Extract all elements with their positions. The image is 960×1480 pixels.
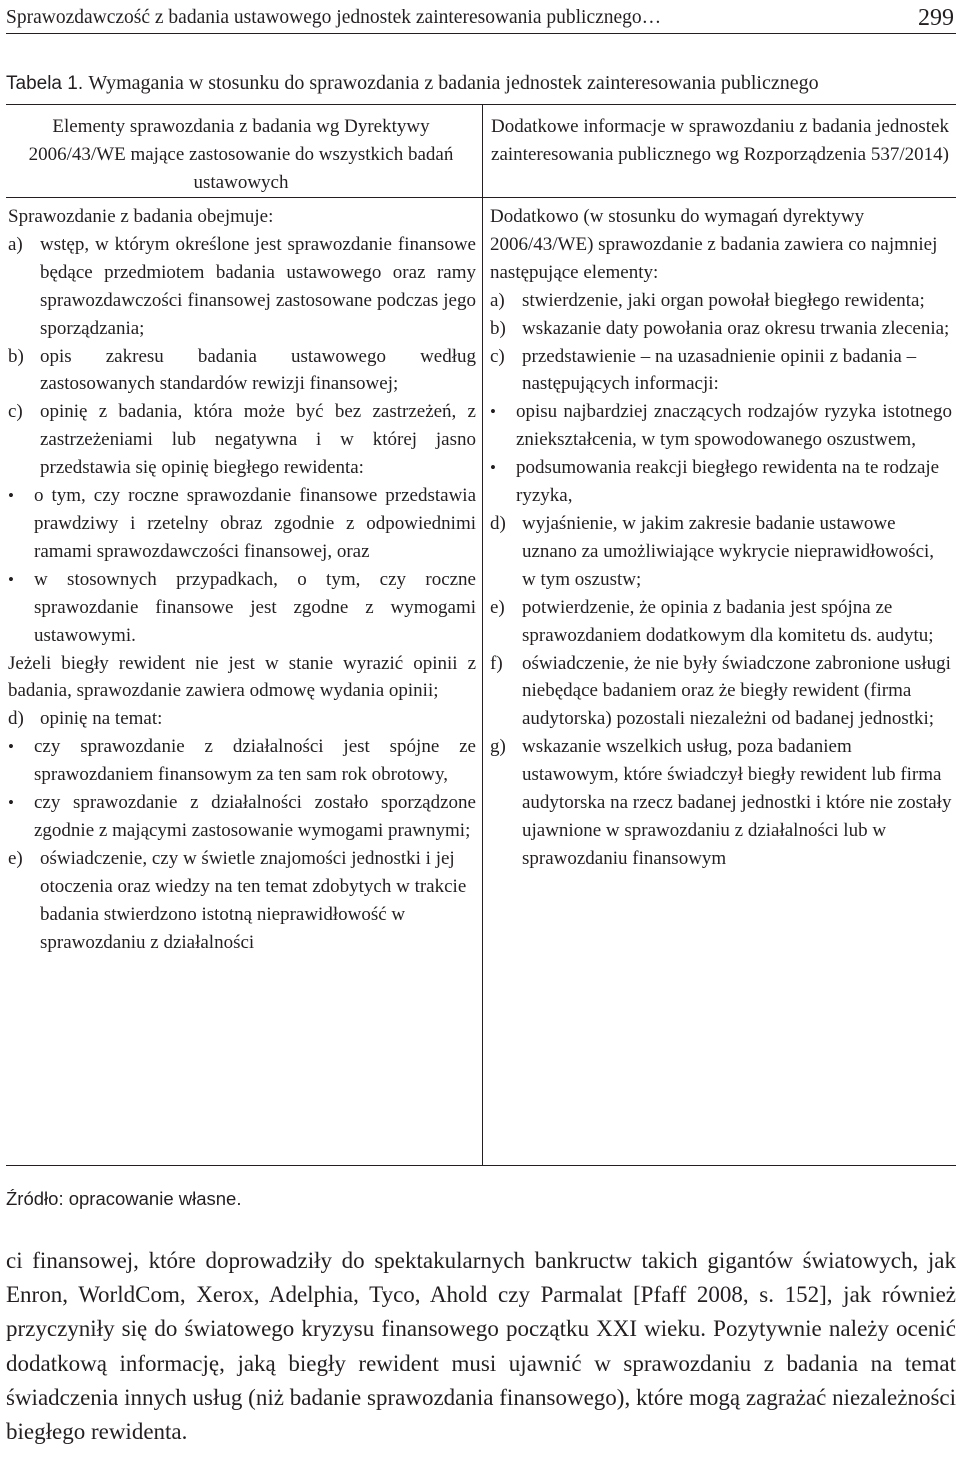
list-item (8, 343, 476, 399)
list-item (490, 315, 952, 343)
bullet-item (8, 482, 476, 566)
bullet-item (8, 789, 476, 845)
bullet-icon: • (490, 402, 496, 422)
list-item-text: stwierdzenie, jaki organ powołał biegłego rewidenta; (522, 289, 925, 311)
bullet-item (8, 566, 476, 650)
list-marker: b) (490, 317, 506, 339)
bullet-item (8, 733, 476, 789)
list-marker: b) (8, 345, 24, 367)
bullet-text: czy sprawozdanie z działalności zostało sporządzone zgodnie z mającymi zastosowanie wymogami prawnymi; (34, 792, 476, 841)
list-marker: c) (8, 401, 23, 423)
list-item-text: wskazanie wszelkich usług, poza badaniem ustawowym, które świadczył biegły rewident lub firma audytorska na rzecz badanej jednostki i które nie zostały ujawnione w sprawozdaniu z działalności lub w sprawozdaniu finansowym (522, 736, 952, 869)
list-marker: a) (490, 289, 505, 311)
table-caption-text: Wymagania w stosunku do sprawozdania z badania jednostek zainteresowania publicznego (88, 72, 819, 94)
list-item (490, 733, 952, 873)
bullet-text: w stosownych przypadkach, o tym, czy roczne sprawozdanie finansowe jest zgodne z wymogami ustawowymi. (34, 568, 476, 646)
list-marker: a) (8, 233, 23, 255)
bullet-text: opisu najbardziej znaczących rodzajów ryzyka istotnego zniekształcenia, w tym spowodowanego oszustwem, (516, 401, 952, 451)
list-marker: c) (490, 345, 505, 367)
page-number: 299 (918, 5, 954, 31)
table-column-separator (482, 105, 483, 1165)
bullet-text: podsumowania reakcji biegłego rewidenta na te rodzaje ryzyka, (516, 457, 940, 507)
list-item (490, 343, 952, 399)
list-item (490, 510, 952, 594)
list-item (8, 398, 476, 482)
list-marker: d) (490, 512, 506, 534)
list-item-text: oświadczenie, czy w świetle znajomości jednostki i jej otoczenia oraz wiedzy na ten temat zdobytych w trakcie badania stwierdzono istotną nieprawidłowość w sprawozdaniu z działalności (40, 847, 467, 953)
list-marker: e) (490, 596, 505, 618)
list-item (490, 287, 952, 315)
table-header-left: Elementy sprawozdania z badania wg Dyrektywy 2006/43/WE mające zastosowanie do wszystkich badań ustawowych (28, 116, 454, 193)
refusal-note: Jeżeli biegły rewident nie jest w stanie wyrazić opinii z badania, sprawozdanie zawiera odmowę wydania opinii; (8, 652, 476, 702)
table-caption (6, 70, 956, 97)
bullet-icon: • (8, 486, 14, 506)
list-item (490, 594, 952, 650)
list-item-text: wstęp, w którym określone jest sprawozdanie finansowe będące przedmiotem badania ustawowego oraz ramy sprawozdawczości finansowej zastosowane podczas jego sporządzania; (40, 233, 476, 339)
list-item (490, 650, 952, 734)
table-source-note: Źródło: opracowanie własne. (6, 1188, 242, 1209)
list-item-text: potwierdzenie, że opinia z badania jest spójna ze sprawozdaniem dodatkowym dla komitetu ds. audytu; (522, 596, 934, 646)
list-item-text: opis zakresu badania ustawowego według zastosowanych standardów rewizji finansowej; (40, 345, 476, 395)
right-intro: Dodatkowo (w stosunku do wymagań dyrektywy 2006/43/WE) sprawozdanie z badania zawiera co najmniej następujące elementy: (490, 206, 938, 283)
bullet-icon: • (8, 569, 14, 589)
bullet-icon: • (8, 737, 14, 757)
table-caption-label: Tabela 1. (6, 73, 84, 94)
table-cell-right (490, 203, 952, 873)
list-item-text: opinię z badania, która może być bez zastrzeżeń, z zastrzeżeniami lub negatywna i w której jasno przedstawia się opinię biegłego rewidenta: (40, 401, 476, 479)
bullet-icon: • (490, 458, 496, 478)
table-cell-left (8, 203, 476, 956)
list-item-text: oświadczenie, że nie były świadczone zabronione usługi niebędące badaniem oraz że biegły rewident (firma audytorska) pozostali niezależni od badanej jednostki; (522, 652, 951, 730)
body-paragraph: ci finansowej, które doprowadziły do spektakularnych bankructw takich gigantów światowych, jak Enron, WorldCom, Xerox, Adelphia, Tyco, Ahold czy Parmalat [Pfaff 2008, s. 152], jak również przyczyniły się do światowego kryzysu finansowego początku XXI wieku. Pozytywnie należy ocenić dodatkową informację, jaką biegły rewident musi ujawnić w sprawozdaniu z badania na temat świadczenia innych usług (niż badanie sprawozdania finansowego), które mogą zagrażać niezależności biegłego rewidenta. (6, 1248, 956, 1445)
table-header-rule (6, 197, 956, 198)
list-item (8, 231, 476, 343)
bullet-item (490, 454, 952, 510)
bullet-item (490, 398, 952, 454)
list-marker: g) (490, 736, 506, 758)
table-header-right: Dodatkowe informacje w sprawozdaniu z badania jednostek zainteresowania publicznego wg Rozporządzenia 537/2014) (491, 116, 949, 165)
requirements-table (6, 104, 956, 1166)
bullet-text: czy sprawozdanie z działalności jest spójne ze sprawozdaniem finansowym za ten sam rok obrotowy, (34, 736, 476, 786)
list-item-text: wyjaśnienie, w jakim zakresie badanie ustawowe uznano za umożliwiające wykrycie nieprawidłowości, w tym oszustw; (522, 512, 935, 590)
list-item (8, 705, 476, 733)
list-item-text: opinię na temat: (40, 708, 163, 730)
bullet-icon: • (8, 793, 14, 813)
list-marker: e) (8, 847, 23, 869)
list-item (8, 845, 476, 957)
list-item-text: przedstawienie – na uzasadnienie opinii z badania – następujących informacji: (522, 345, 917, 395)
running-head (6, 4, 956, 32)
list-marker: f) (490, 652, 503, 674)
left-intro: Sprawozdanie z badania obejmuje: (8, 206, 274, 227)
list-marker: d) (8, 708, 24, 730)
bullet-text: o tym, czy roczne sprawozdanie finansowe przedstawia prawdziwy i rzetelny obraz zgodnie z odpowiednimi ramami sprawozdawczości finansowej, oraz (34, 485, 476, 562)
running-head-rule (6, 33, 956, 34)
list-item-text: wskazanie daty powołania oraz okresu trwania zlecenia; (522, 317, 950, 339)
running-head-title: Sprawozdawczość z badania ustawowego jednostek zainteresowania publicznego… (6, 7, 662, 28)
